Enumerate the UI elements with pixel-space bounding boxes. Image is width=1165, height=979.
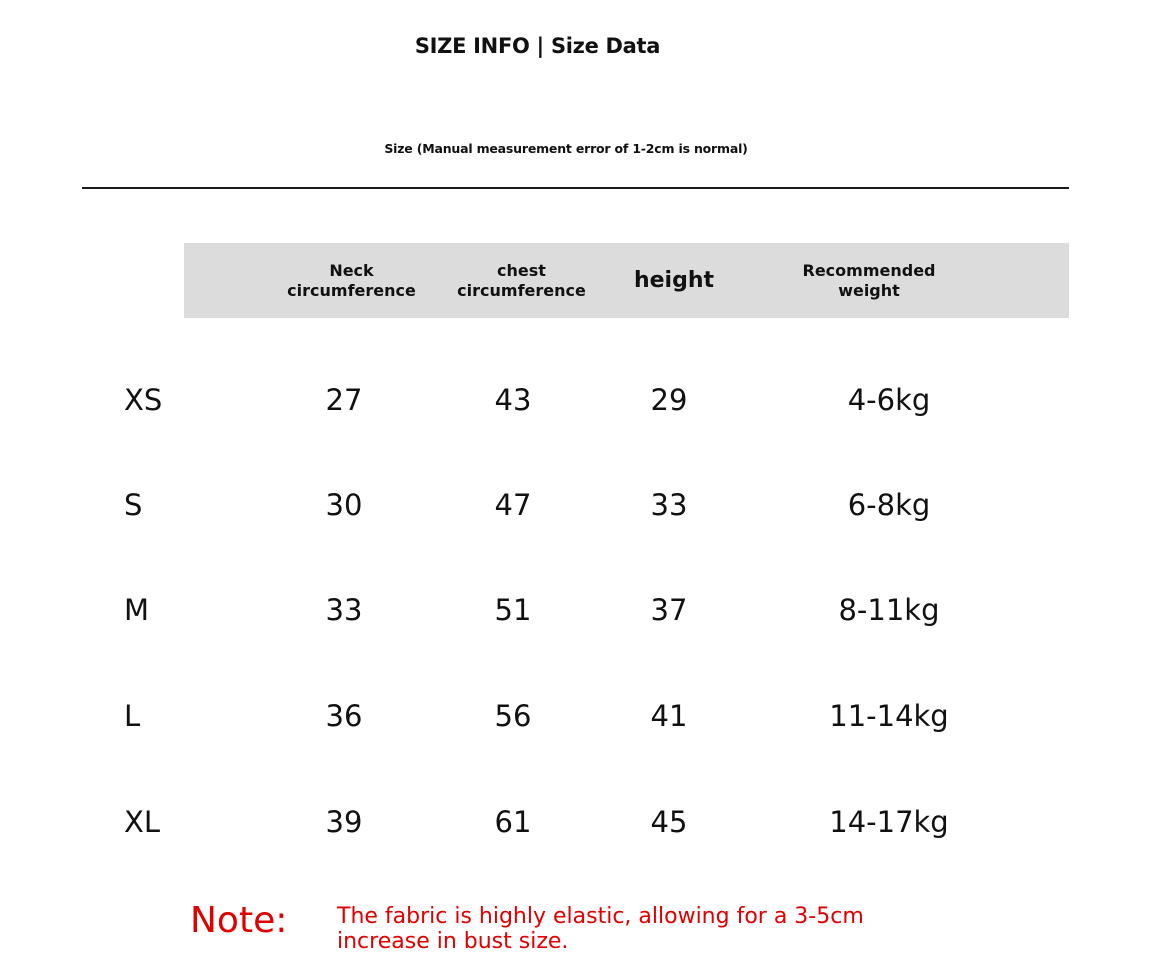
size-label: L: [124, 699, 141, 733]
page-title: SIZE INFO | Size Data: [414, 34, 661, 58]
chest-value: 47: [494, 488, 532, 522]
note-label: Note:: [190, 900, 288, 941]
header-chest-line2: circumference: [457, 280, 586, 300]
height-value: 41: [650, 699, 688, 733]
height-value: 45: [650, 805, 688, 839]
weight-value: 4-6kg: [847, 383, 931, 417]
size-label: M: [124, 593, 150, 627]
header-neck-line1: Neck: [329, 260, 374, 280]
neck-value: 33: [325, 593, 363, 627]
neck-value: 27: [325, 383, 363, 417]
note-text: The fabric is highly elastic, allowing for a 3-5cm increase in bust size.: [337, 904, 864, 954]
chest-value: 56: [494, 699, 532, 733]
chest-value: 43: [494, 383, 532, 417]
header-chest-circumference: [444, 243, 599, 318]
table-row: [0, 696, 1165, 736]
table-header: [184, 243, 1069, 318]
table-row: [0, 802, 1165, 842]
size-label: XS: [124, 383, 163, 417]
table-row: [0, 485, 1165, 525]
chest-value: 51: [494, 593, 532, 627]
chest-value: 61: [494, 805, 532, 839]
weight-value: 11-14kg: [829, 699, 949, 733]
size-label: XL: [124, 805, 161, 839]
height-value: 37: [650, 593, 688, 627]
header-height: [614, 243, 734, 318]
neck-value: 39: [325, 805, 363, 839]
height-value: 29: [650, 383, 688, 417]
header-chest-line1: chest: [497, 260, 546, 280]
header-height-label: height: [633, 267, 715, 293]
height-value: 33: [650, 488, 688, 522]
divider-line: [82, 187, 1069, 189]
header-weight-line1: Recommended: [802, 260, 936, 280]
header-weight-line2: weight: [838, 280, 900, 300]
weight-value: 6-8kg: [847, 488, 931, 522]
header-neck-circumference: [274, 243, 429, 318]
neck-value: 30: [325, 488, 363, 522]
measurement-subtitle: Size (Manual measurement error of 1-2cm is normal): [384, 141, 748, 156]
weight-value: 8-11kg: [838, 593, 940, 627]
size-label: S: [124, 488, 143, 522]
header-recommended-weight: [779, 243, 959, 318]
weight-value: 14-17kg: [829, 805, 949, 839]
header-neck-line2: circumference: [287, 280, 416, 300]
table-row: [0, 380, 1165, 420]
neck-value: 36: [325, 699, 363, 733]
table-row: [0, 590, 1165, 630]
